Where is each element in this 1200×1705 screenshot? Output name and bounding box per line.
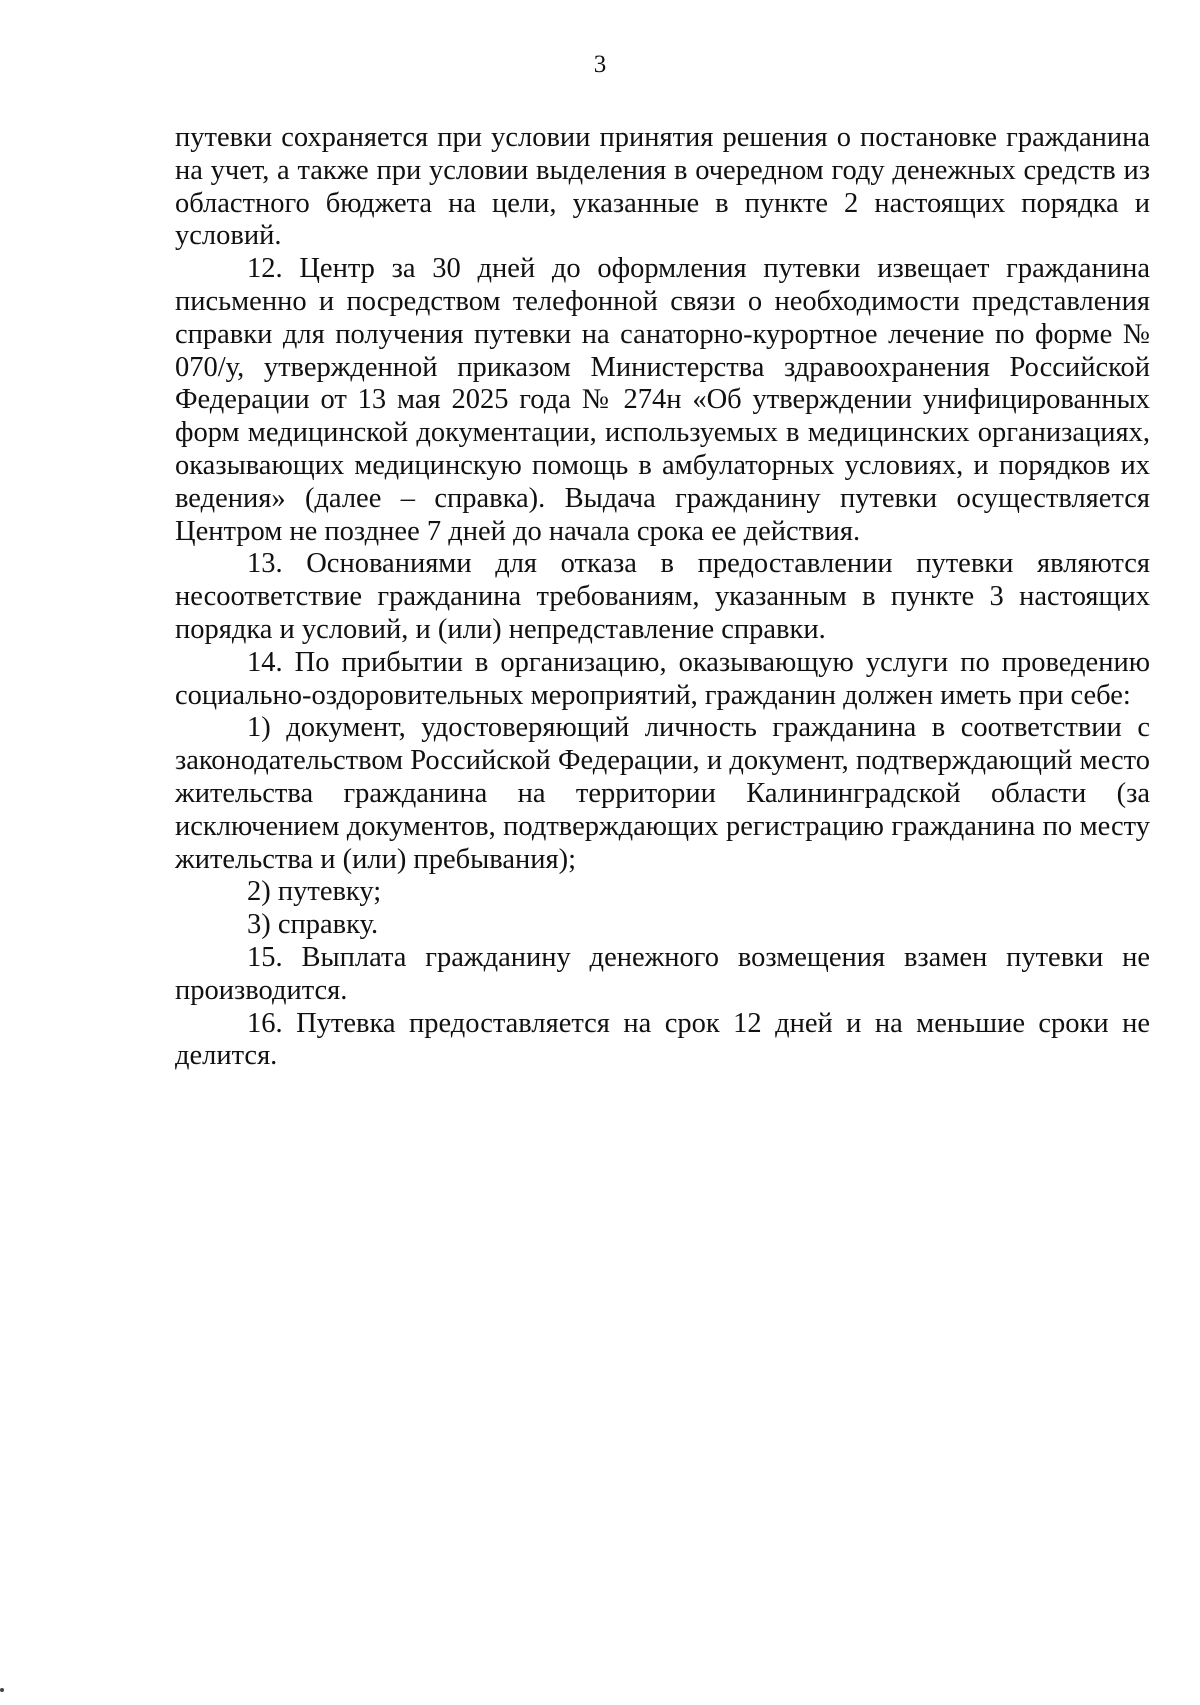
paragraph-13: 13. Основаниями для отказа в предоставлении путевки являются несоответствие гражданина требованиям, указанным в пункте 3 настоящих порядка и условий, и (или) непредставление справки. (175, 548, 1150, 645)
paragraph-15: 15. Выплата гражданину денежного возмещения взамен путевки не производится. (175, 941, 1150, 1006)
paragraph-14-item-1: 1) документ, удостоверяющий личность гражданина в соответствии с законодательством Российской Федерации, и документ, подтверждающий место жительства гражданина на территории Калининградской области (за исключением документов, подтверждающих регистрацию гражданина по месту жительства и (или) пребывания); (175, 712, 1150, 875)
paragraph-12: 12. Центр за 30 дней до оформления путевки извещает гражданина письменно и посредством телефонной связи о необходимости представления справки для получения путевки на санаторно-курортное лечение по форме № 070/у, утвержденной приказом Министерства здравоохранения Российской Федерации от 13 мая 2025 года № 274н «Об утверждении унифицированных форм медицинской документации, используемых в медицинских организациях, оказывающих медицинскую помощь в амбулаторных условиях, и порядков их ведения» (далее – справка). Выдача гражданину путевки осуществляется Центром не позднее 7 дней до начала срока ее действия. (175, 253, 1150, 547)
page-number: 3 (593, 51, 607, 78)
paragraph-14: 14. По прибытии в организацию, оказывающую услуги по проведению социально-оздоровительных мероприятий, гражданин должен иметь при себе: (175, 646, 1150, 711)
paragraph-16: 16. Путевка предоставляется на срок 12 дней и на меньшие сроки не делится. (175, 1007, 1150, 1072)
paragraph-14-item-3: 3) справку. (247, 909, 379, 941)
paragraph-14-item-2: 2) путевку; (247, 876, 382, 908)
document-body (175, 122, 1150, 1073)
paragraph-continuation: путевки сохраняется при условии принятия решения о постановке гражданина на учет, а также при условии выделения в очередном году денежных средств из областного бюджета на цели, указанные в пункте 2 настоящих порядка и условий. (175, 122, 1150, 252)
scan-edge-mark (0, 1688, 4, 1692)
